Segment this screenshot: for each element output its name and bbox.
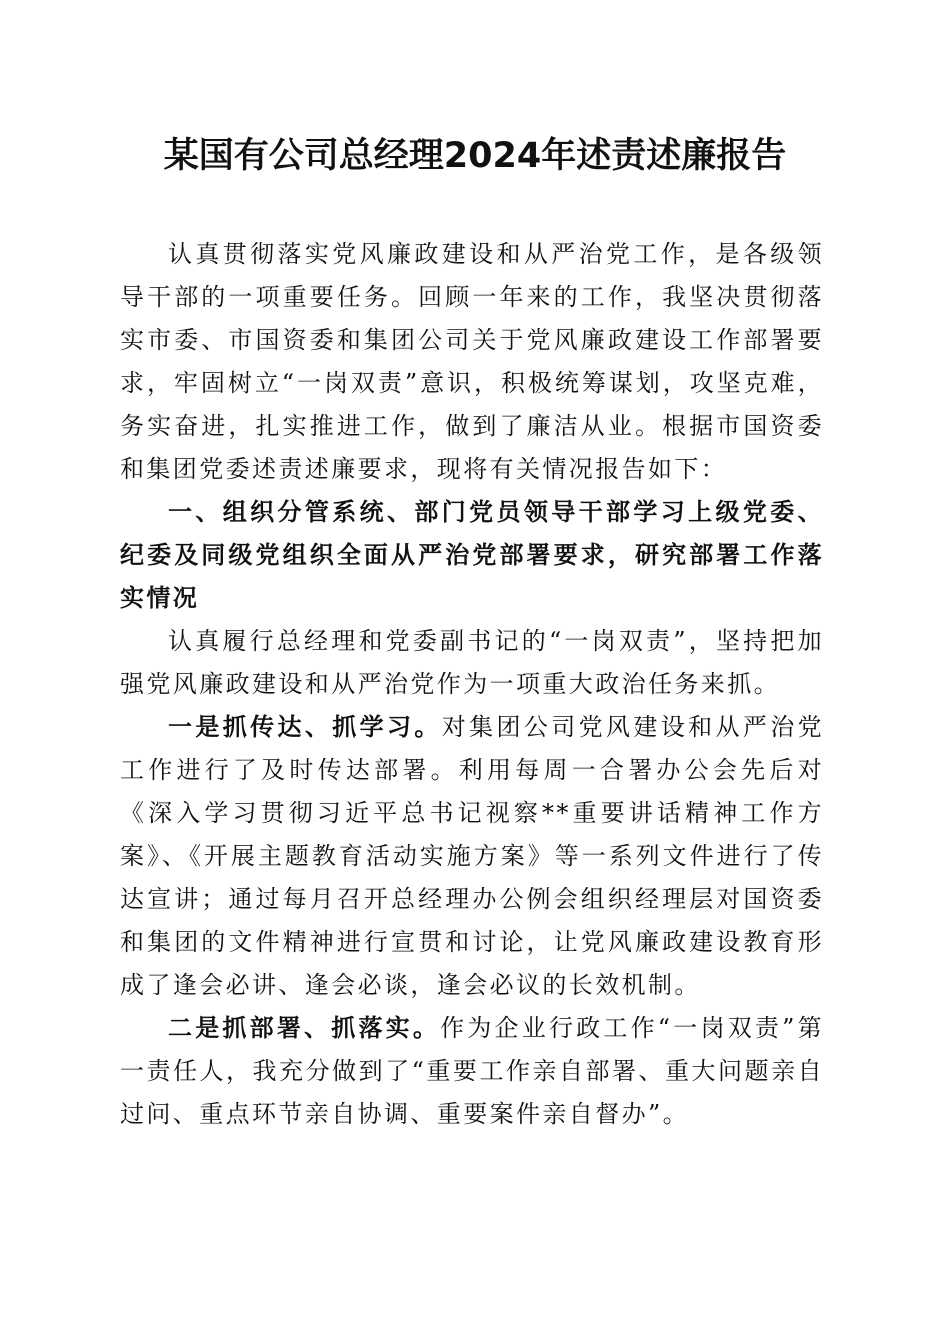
document-body xyxy=(120,233,824,1136)
point-2-body: 作为企业行政工作“一岗双责”第一责任人，我充分做到了“重要工作亲自部署、重大问题亲自过问、重点环节亲自协调、重要案件亲自督办”。 xyxy=(120,1014,824,1128)
section-heading-1: 一、组织分管系统、部门党员领导干部学习上级党委、纪委及同级党组织全面从严治党部署要求，研究部署工作落实情况 xyxy=(120,498,824,612)
point-1-lead: 一是抓传达、抓学习。 xyxy=(168,713,442,741)
point-1-paragraph xyxy=(120,706,824,1007)
point-1-body: 对集团公司党风建设和从严治党工作进行了及时传达部署。利用每周一合署办公会先后对《深入学习贯彻习近平总书记视察**重要讲话精神工作方案》、《开展主题教育活动实施方案》等一系列文件进行了传达宣讲；通过每月召开总经理办公例会组织经理层对国资委和集团的文件精神进行宣贯和讨论，让党风廉政建设教育形成了逢会必讲、逢会必谈，逢会必议的长效机制。 xyxy=(120,713,824,999)
document-title: 某国有公司总经理2024年述责述廉报告 xyxy=(163,136,787,176)
point-2-paragraph xyxy=(120,1007,824,1136)
section-1-paragraph: 认真履行总经理和党委副书记的“一岗双责”，坚持把加强党风廉政建设和从严治党作为一项重大政治任务来抓。 xyxy=(120,627,824,698)
point-2-lead: 二是抓部署、抓落实。 xyxy=(168,1014,441,1042)
intro-paragraph: 认真贯彻落实党风廉政建设和从严治党工作，是各级领导干部的一项重要任务。回顾一年来的工作，我坚决贯彻落实市委、市国资委和集团公司关于党风廉政建设工作部署要求，牢固树立“一岗双责”意识，积极统筹谋划，攻坚克难，务实奋进，扎实推进工作，做到了廉洁从业。根据市国资委和集团党委述责述廉要求，现将有关情况报告如下： xyxy=(120,240,824,483)
